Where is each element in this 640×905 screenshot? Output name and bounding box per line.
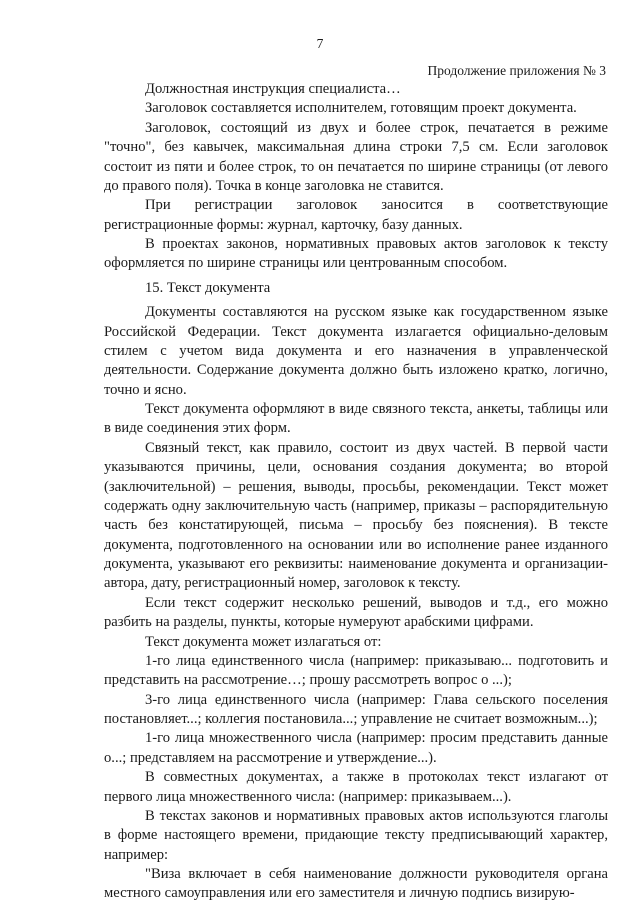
paragraph: В совместных документах, а также в протоколах текст излагают от первого лица множественного числа: (например: приказываем...). (104, 769, 608, 805)
document-body (104, 80, 608, 904)
paragraph: Документы составляются на русском языке как государственном языке Российской Федерации. Текст документа излагается официально-деловым стилем с учетом вида документа и его назначения в управленческой деятельности. Содержание документа должно быть изложено кратко, логично, точно и ясно. (104, 304, 608, 398)
paragraph: 1-го лица множественного числа (например: просим представить данные о...; представляем на рассмотрение и утверждение...). (104, 730, 608, 766)
paragraph: Должностная инструкция специалиста… (145, 81, 401, 97)
paragraph: Если текст содержит несколько решений, выводов и т.д., его можно разбить на разделы, пункты, которые нумеруют арабскими цифрами. (104, 594, 608, 631)
paragraph: Заголовок составляется исполнителем, готовящим проект документа. (145, 100, 577, 117)
paragraph: В проектах законов, нормативных правовых актов заголовок к тексту оформляется по ширине страницы или центрованным способом. (104, 236, 608, 272)
appendix-continuation-note: Продолжение приложения № 3 (427, 63, 606, 78)
paragraph: Связный текст, как правило, состоит из двух частей. В первой части указываются причины, цели, основания создания документа; во второй (заключительной) – решения, выводы, просьбы, рекомендации. Текст может содержать одну заключительную часть (например, приказы – распорядительную часть без констатирующей, письма – просьбу без пояснения). В тексте документа, подготовленного на основании или во исполнение ранее изданного документа, указывают его реквизиты: наименование документа и организации-автора, дату, регистрационный номер, заголовок к тексту. (104, 439, 608, 592)
page-number: 7 (316, 36, 324, 51)
paragraph: Текст документа оформляют в виде связного текста, анкеты, таблицы или в виде соединения этих форм. (104, 401, 608, 437)
paragraph: "Виза включает в себя наименование должности руководителя органа местного самоуправления или его заместителя и личную подпись визирую- (104, 866, 608, 902)
paragraph: 1-го лица единственного числа (например: приказываю... подготовить и представить на рассмотрение…; прошу рассмотреть вопрос о ...); (104, 652, 608, 689)
paragraph: При регистрации заголовок заносится в соответствующие регистрационные формы: журнал, карточку, базу данных. (104, 197, 608, 233)
paragraph: Заголовок, состоящий из двух и более строк, печатается в режиме "точно", без кавычек, максимальная длина строки 7,5 см. Если заголовок состоит из пяти и более строк, то он печатается по ширине страницы (от левого до правого поля). Точка в конце заголовка не ставится. (104, 119, 608, 194)
paragraph: 3-го лица единственного числа (например: Глава сельского поселения постановляет...; коллегия постановила...; управление не считает возможным...); (104, 691, 608, 727)
paragraph: Текст документа может излагаться от: (145, 633, 382, 650)
paragraph: В текстах законов и нормативных правовых актов используются глаголы в форме настоящего времени, придающие тексту предписывающий характер, например: (104, 807, 608, 863)
section-heading: 15. Текст документа (145, 279, 271, 296)
